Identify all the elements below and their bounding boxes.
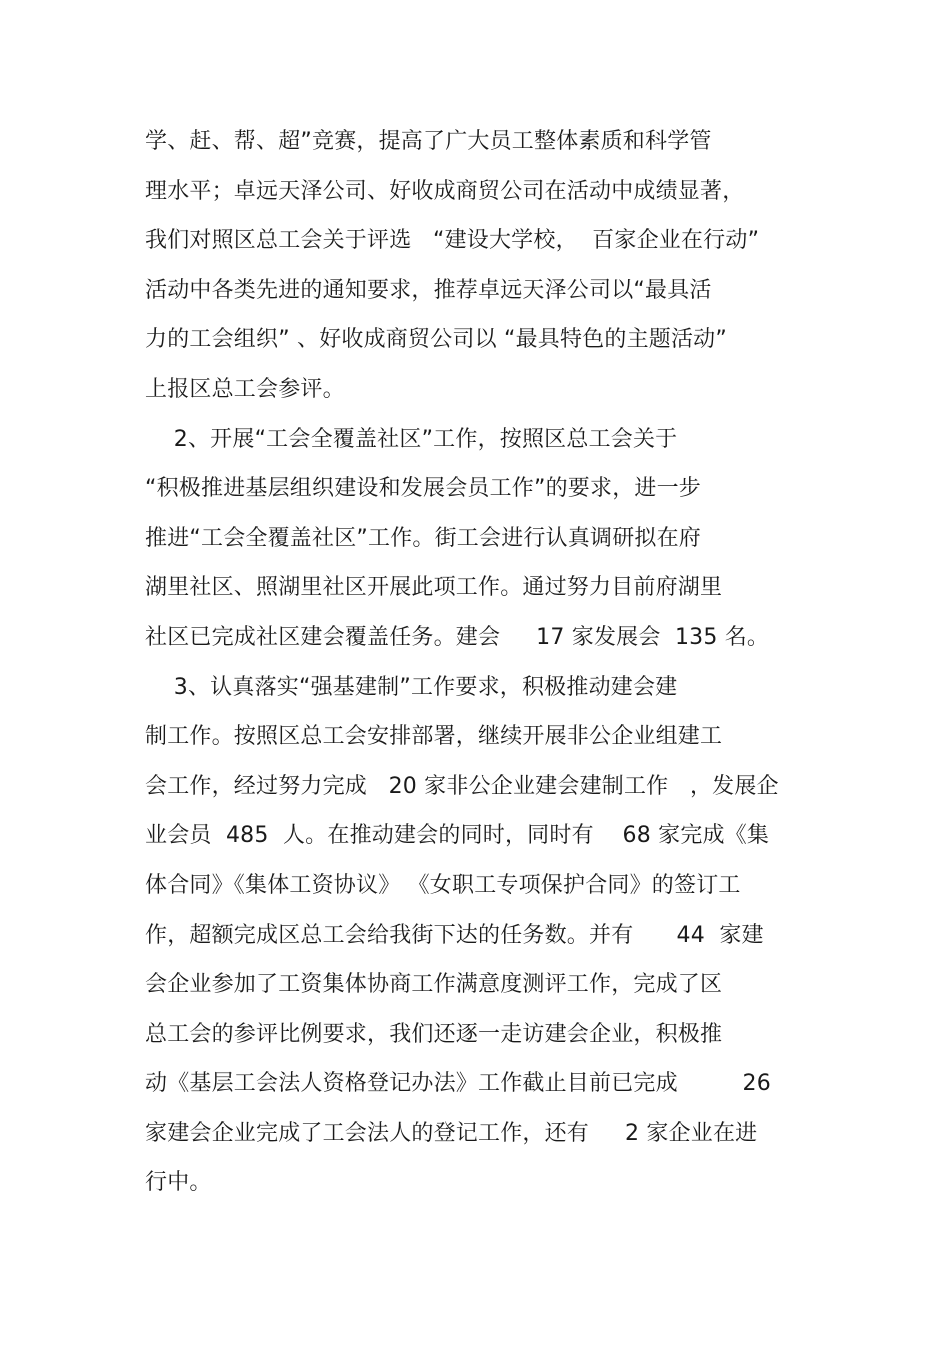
text-line: 推进“工会全覆盖社区”工作。街工会进行认真调研拟在府: [145, 525, 701, 551]
text-line: 我们对照区总工会关于评选 “建设大学校， 百家企业在行动”: [145, 228, 760, 254]
text-line: 家建会企业完成了工会法人的登记工作，还有 2 家企业在进: [145, 1120, 758, 1146]
text-line: 活动中各类先进的通知要求，推荐卓远天泽公司以“最具活: [145, 277, 712, 303]
text-line: 行中。: [145, 1170, 212, 1196]
text-line: 湖里社区、照湖里社区开展此项工作。通过努力目前府湖里: [145, 575, 723, 601]
text-line: 3、认真落实“强基建制”工作要求，积极推动建会建: [145, 674, 678, 700]
text-line: 上报区总工会参评。: [145, 376, 345, 402]
text-line: 社区已完成社区建会覆盖任务。建会 17 家发展会 135 名。: [145, 624, 770, 650]
text-line: 会企业参加了工资集体协商工作满意度测评工作，完成了区: [145, 972, 723, 998]
text-line: 体合同》《集体工资协议》 《女职工专项保护合同》的签订工: [145, 872, 741, 898]
text-line: 会工作，经过努力完成 20 家非公企业建会建制工作 ，发展企: [145, 773, 779, 799]
text-line: “积极推进基层组织建设和发展会员工作”的要求，进一步: [145, 476, 701, 502]
text-line: 制工作。按照区总工会安排部署，继续开展非公企业组建工: [145, 724, 723, 750]
text-line: 作，超额完成区总工会给我街下达的任务数。并有 44 家建: [145, 922, 764, 948]
text-line: 理水平；卓远天泽公司、好收成商贸公司在活动中成绩显著，: [145, 178, 745, 204]
text-line: 动《基层工会法人资格登记办法》工作截止目前已完成 26: [145, 1071, 771, 1097]
text-line: 业会员 485 人。在推动建会的同时，同时有 68 家完成《集: [145, 823, 770, 849]
text-line: 总工会的参评比例要求，我们还逐一走访建会企业，积极推: [145, 1021, 723, 1047]
document-body: [145, 117, 825, 1208]
text-line: 学、赶、帮、超”竞赛，提高了广大员工整体素质和科学管: [145, 129, 712, 154]
text-line: 力的工会组织” 、好收成商贸公司以 “最具特色的主题活动”: [145, 327, 727, 353]
text-line: 2、开展“工会全覆盖社区”工作，按照区总工会关于: [145, 426, 678, 452]
